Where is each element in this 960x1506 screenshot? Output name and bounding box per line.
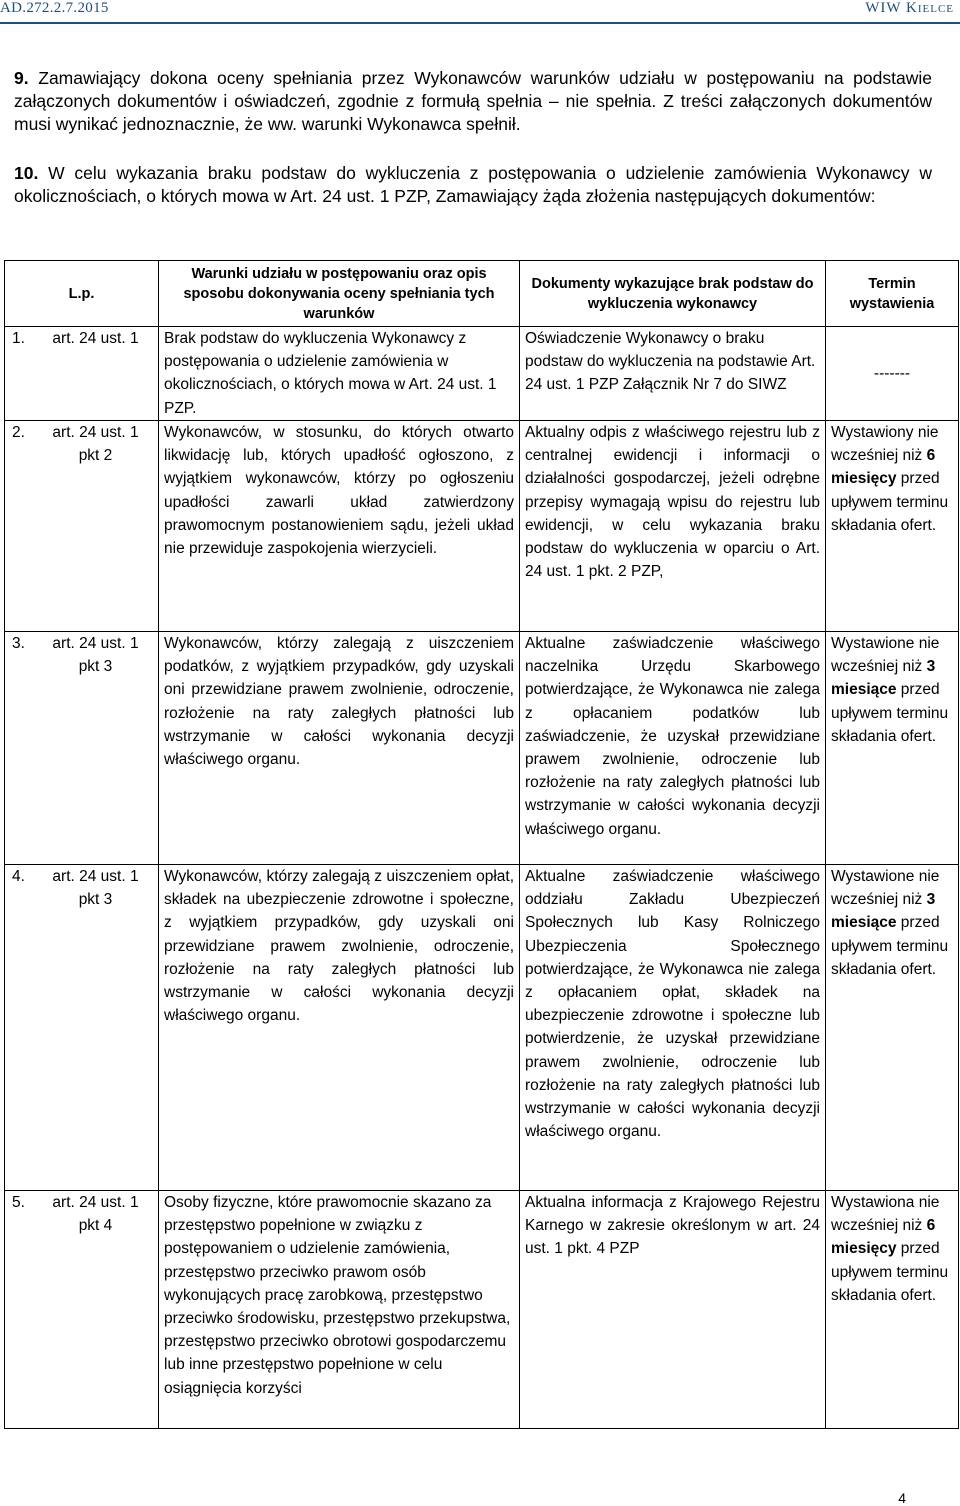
cell-condition: Wykonawców, w stosunku, do których otwarto likwidację lub, których upadłość ogłoszono, z wyjątkiem wykonawców, którzy po ogłoszeniu upadłości zawarli układ zatwierdzony prawomocnym postanowieniem sądu, jeżeli układ nie przewiduje zaspokojenia wierzycieli. bbox=[159, 421, 520, 632]
row-article: art. 24 ust. 1 pkt 2 bbox=[52, 424, 139, 465]
cell-term bbox=[826, 632, 959, 865]
row-number: 1. bbox=[12, 330, 25, 347]
term-text-pre: Wystawiona nie wcześniej niż bbox=[831, 1194, 940, 1235]
paragraph-text: W celu wykazania braku podstaw do wykluczenia z postępowania o udzielenie zamówienia Wykonawcy w okolicznościach, o których mowa w Art. 24 ust. 1 PZP, Zamawiający żąda złożenia następujących dokumentów: bbox=[14, 163, 932, 206]
paragraph-number: 10. bbox=[14, 163, 39, 183]
header-conditions: Warunki udziału w postępowaniu oraz opis sposobu dokonywania oceny spełniania tych warunków bbox=[159, 261, 520, 327]
term-text-bold: 3 miesiące bbox=[831, 891, 936, 932]
term-text-post: przed upływem terminu składania ofert. bbox=[831, 1240, 949, 1304]
row-number: 5. bbox=[12, 1194, 25, 1211]
cell-condition: Brak podstaw do wykluczenia Wykonawcy z postępowania o udzielenie zamówienia w okolicznościach, o których mowa w Art. 24 ust. 1 PZP. bbox=[159, 327, 520, 421]
row-article: art. 24 ust. 1 pkt 4 bbox=[52, 1194, 139, 1235]
document-reference: AD.272.2.7.2015 bbox=[0, 0, 109, 16]
table-row bbox=[5, 327, 959, 421]
header-lp: L.p. bbox=[5, 261, 159, 327]
row-number: 3. bbox=[12, 635, 25, 652]
cell-term bbox=[826, 1191, 959, 1429]
documents-table bbox=[4, 260, 959, 1429]
paragraph-9 bbox=[14, 67, 932, 136]
term-text-pre: Wystawione nie wcześniej niż bbox=[831, 635, 940, 676]
header-documents: Dokumenty wykazujące brak podstaw do wykluczenia wykonawcy bbox=[520, 261, 826, 327]
cell-term bbox=[826, 327, 959, 421]
term-text-post: przed upływem terminu składania ofert. bbox=[831, 470, 949, 534]
table-header-row bbox=[5, 261, 959, 327]
cell-document: Aktualne zaświadczenie właściwego oddziału Zakładu Ubezpieczeń Społecznych lub Kasy Rolniczego Ubezpieczenia Społecznego potwierdzające, że Wykonawca nie zalega z opłacaniem opłat, składek na ubezpieczenie zdrowotne i społeczne lub potwierdzenie, że uzyskał przewidziane prawem zwolnienie, odroczenie lub rozłożenie na raty zaległych płatności lub wstrzymanie w całości wykonania decyzji właściwego organu. bbox=[520, 865, 826, 1191]
table-row bbox=[5, 1191, 959, 1429]
organization-name: WIW Kielce bbox=[865, 0, 954, 16]
cell-term bbox=[826, 865, 959, 1191]
term-text: ------- bbox=[873, 364, 911, 382]
term-text-bold: 3 miesiące bbox=[831, 658, 936, 699]
row-article: art. 24 ust. 1 pkt 3 bbox=[52, 868, 139, 909]
row-article: art. 24 ust. 1 bbox=[52, 330, 139, 347]
table-row bbox=[5, 632, 959, 865]
cell-condition: Osoby fizyczne, które prawomocnie skazano za przestępstwo popełnione w związku z postępowaniem o udzielenie zamówienia, przestępstwo przeciwko prawom osób wykonujących pracę zarobkową, przestępstwo przeciwko środowisku, przestępstwo przekupstwa, przestępstwo przeciwko obrotowi gospodarczemu lub inne przestępstwo popełnione w celu osiągnięcia korzyści bbox=[159, 1191, 520, 1429]
term-text-post: przed upływem terminu składania ofert. bbox=[831, 681, 949, 745]
term-text-pre: Wystawione nie wcześniej niż bbox=[831, 868, 940, 909]
cell-lp bbox=[5, 1191, 159, 1429]
cell-document: Aktualny odpis z właściwego rejestru lub z centralnej ewidencji i informacji o działalności gospodarczej, jeżeli odrębne przepisy wymagają wpisu do rejestru lub ewidencji, w celu wykazania braku podstaw do wykluczenia w oparciu o Art. 24 ust. 1 pkt. 2 PZP, bbox=[520, 421, 826, 632]
term-text-bold: 6 miesięcy bbox=[831, 1217, 936, 1258]
page-number: 4 bbox=[898, 1490, 906, 1506]
cell-lp bbox=[5, 421, 159, 632]
table-row bbox=[5, 865, 959, 1191]
cell-condition: Wykonawców, którzy zalegają z uiszczeniem opłat, składek na ubezpieczenie zdrowotne i społeczne, z wyjątkiem przypadków, gdy uzyskali oni przewidziane prawem zwolnienie, odroczenie, rozłożenie na raty zaległych płatności lub wstrzymanie w całości wykonania decyzji właściwego organu. bbox=[159, 865, 520, 1191]
cell-condition: Wykonawców, którzy zalegają z uiszczeniem podatków, z wyjątkiem przypadków, gdy uzyskali oni przewidziane prawem zwolnienie, odroczenie, rozłożenie na raty zaległych płatności lub wstrzymanie w całości wykonania decyzji właściwego organu. bbox=[159, 632, 520, 865]
paragraph-text: Zamawiający dokona oceny spełniania przez Wykonawców warunków udziału w postępowaniu na podstawie załączonych dokumentów i oświadczeń, zgodnie z formułą spełnia – nie spełnia. Z treści załączonych dokumentów musi wynikać jednoznacznie, że ww. warunki Wykonawca spełnił. bbox=[14, 68, 932, 134]
cell-lp bbox=[5, 327, 159, 421]
table-row bbox=[5, 421, 959, 632]
cell-lp bbox=[5, 865, 159, 1191]
cell-term bbox=[826, 421, 959, 632]
row-number: 2. bbox=[12, 424, 25, 441]
cell-document: Aktualne zaświadczenie właściwego naczelnika Urzędu Skarbowego potwierdzające, że Wykonawca nie zalega z opłacaniem podatków lub zaświadczenie, że uzyskał przewidziane prawem zwolnienie, odroczenie lub rozłożenie na raty zaległych płatności lub wstrzymanie w całości wykonania decyzji właściwego organu. bbox=[520, 632, 826, 865]
cell-document: Aktualna informacja z Krajowego Rejestru Karnego w zakresie określonym w art. 24 ust. 1 pkt. 4 PZP bbox=[520, 1191, 826, 1429]
cell-document: Oświadczenie Wykonawcy o braku podstaw do wykluczenia na podstawie Art. 24 ust. 1 PZP Załącznik Nr 7 do SIWZ bbox=[520, 327, 826, 421]
term-text-post: przed upływem terminu składania ofert. bbox=[831, 914, 949, 978]
term-text-pre: Wystawiony nie wcześniej niż bbox=[831, 424, 939, 465]
page-header bbox=[0, 0, 960, 24]
row-number: 4. bbox=[12, 868, 25, 885]
paragraph-number: 9. bbox=[14, 68, 29, 88]
term-text-bold: 6 miesięcy bbox=[831, 447, 936, 488]
header-term: Termin wystawienia bbox=[826, 261, 959, 327]
paragraph-10 bbox=[14, 162, 932, 208]
row-article: art. 24 ust. 1 pkt 3 bbox=[52, 635, 139, 676]
cell-lp bbox=[5, 632, 159, 865]
